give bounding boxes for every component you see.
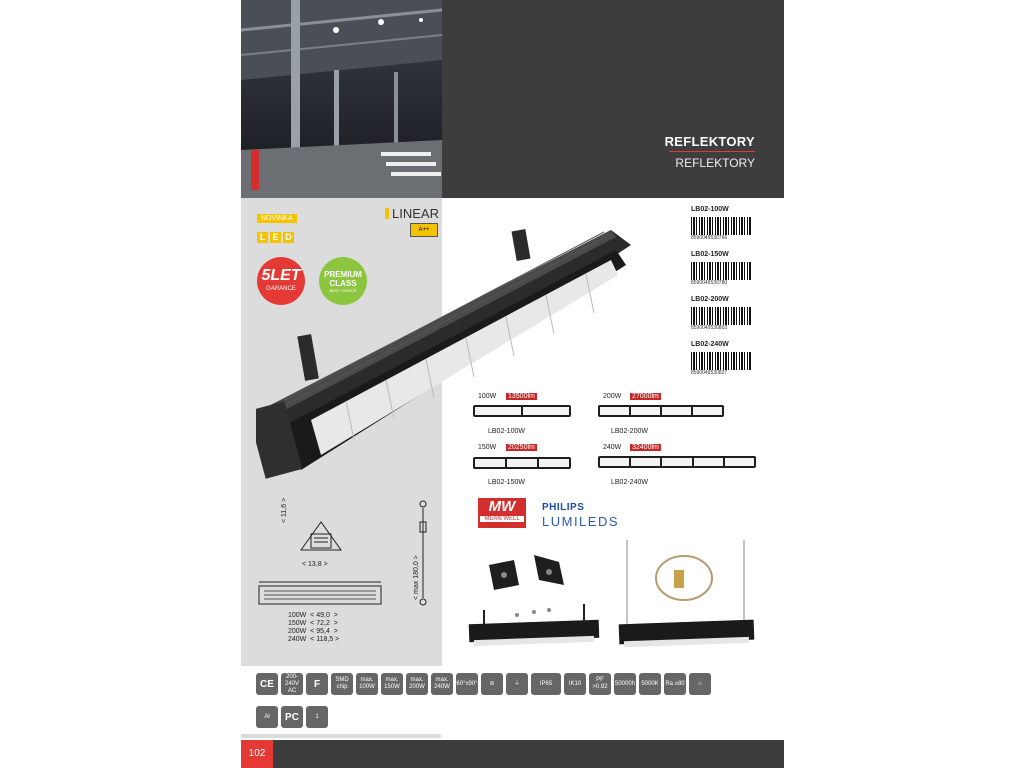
variant-lamp-200w: [598, 405, 724, 417]
novinka-badge: NOVINKA: [257, 214, 297, 223]
led-letter: E: [270, 232, 281, 243]
ce-icon: CE: [256, 673, 278, 695]
barcode-block: [691, 341, 751, 376]
led-letter: D: [283, 232, 294, 243]
feature-icons: [256, 673, 776, 695]
pc-icon: PC: [281, 706, 303, 728]
dim-row: 150W < 72,2 >: [288, 620, 338, 627]
max-100w-icon: max. 100W: [356, 673, 378, 695]
voltage-icon: 200-240V AC: [281, 673, 303, 695]
product-image: [256, 215, 636, 495]
variant-code: LB02-150W: [488, 479, 525, 486]
aluminium-icon: Al: [256, 706, 278, 728]
page-number: 102: [241, 740, 273, 768]
barcode-image: [691, 352, 751, 370]
variant-lamp-150w: [473, 457, 571, 469]
max-240w-icon: max. 240W: [431, 673, 453, 695]
f-mark-icon: F: [306, 673, 328, 695]
variant-power: 150W: [478, 444, 497, 451]
accessories-image: [459, 540, 764, 665]
max-150w-icon: max. 150W: [381, 673, 403, 695]
dim-hang: < max 180,0 >: [413, 555, 420, 600]
page-title: REFLEKTORY: [664, 134, 755, 149]
hero-photo: [241, 0, 442, 198]
header-panel: [442, 0, 784, 198]
ip65-icon: IP65: [531, 673, 561, 695]
variant-code: LB02-100W: [488, 428, 525, 435]
dim-row: 240W < 118,5 >: [288, 636, 340, 643]
philips-logo: PHILIPS: [542, 502, 585, 513]
variant-lamp-240w: [598, 456, 756, 468]
page-subtitle: REFLEKTORY: [675, 156, 755, 170]
variant-code: LB02-200W: [611, 428, 648, 435]
variant-lamp-100w: [473, 405, 571, 417]
led-letter: L: [257, 232, 268, 243]
color-temp-icon: 5000K: [639, 673, 661, 695]
brand-name: LINEAR: [392, 206, 439, 221]
variant-lumen: 13500lm: [508, 393, 535, 400]
barcode-ean: 8590049530780: [691, 280, 728, 286]
variant-lumen: 20250lm: [508, 444, 535, 451]
meanwell-mark: MW: [488, 498, 516, 515]
cross-section-drawing: [296, 520, 346, 558]
variant-power: 200W: [603, 393, 622, 400]
barcode-ean: 8590049530803: [691, 325, 728, 331]
max-200w-icon: max. 200W: [406, 673, 428, 695]
barcode-image: [691, 307, 751, 325]
footer-bar: [241, 740, 784, 768]
barcode-code: LB02-100W: [691, 206, 729, 213]
ik10-icon: IK10: [564, 673, 586, 695]
barcode-image: [691, 217, 751, 235]
outdoor-icon: ⌂: [689, 673, 711, 695]
no-dim-icon: ⊘: [481, 673, 503, 695]
lumileds-logo: LUMILEDS: [542, 514, 620, 529]
meanwell-logo: [478, 498, 526, 528]
variant-lumen: 27000lm: [632, 393, 659, 400]
material-icons: [256, 706, 328, 728]
variant-power: 240W: [603, 444, 622, 451]
box-icon: 1: [306, 706, 328, 728]
meanwell-name: MEAN WELL: [480, 516, 524, 522]
barcode-ean: 8590049530827: [691, 370, 728, 376]
title-underline: [669, 151, 755, 152]
warranty-years: 5LET: [261, 267, 301, 284]
footer-separator: [241, 734, 441, 738]
barcode-code: LB02-240W: [691, 341, 729, 348]
variant-code: LB02-240W: [611, 479, 648, 486]
catalog-page: [241, 0, 784, 768]
ground-icon: ⏚: [506, 673, 528, 695]
barcode-ean: 8590049530766: [691, 235, 728, 241]
variant-lumen: 32400lm: [632, 444, 659, 451]
barcode-code: LB02-150W: [691, 251, 729, 258]
dimension-table: [288, 612, 339, 644]
side-view-drawing: [256, 578, 386, 610]
ra-icon: Ra ≥80: [664, 673, 686, 695]
dim-row: 100W < 49,0 >: [288, 612, 338, 619]
premium-class: CLASS: [329, 279, 357, 288]
barcode-block: [691, 296, 751, 331]
barcode-block: [691, 251, 751, 286]
pf-icon: PF >0.92: [589, 673, 611, 695]
hanging-cable-drawing: [415, 498, 431, 610]
energy-label: A++: [410, 223, 438, 237]
parking-photo-image: [241, 0, 442, 198]
warranty-label: GARANCE: [266, 286, 296, 292]
dim-width: < 13,8 >: [302, 561, 328, 568]
smd-chip-icon: SMD chip: [331, 673, 353, 695]
premium-tagline: BEST CHOICE: [329, 288, 357, 293]
barcode-block: [691, 206, 751, 241]
premium-label: PREMIUM: [324, 270, 362, 279]
barcode-image: [691, 262, 751, 280]
beam-angle-icon: 60°x90°: [456, 673, 478, 695]
barcode-code: LB02-200W: [691, 296, 729, 303]
dim-height: < 11,6 >: [281, 497, 288, 523]
dim-row: 200W < 95,4 >: [288, 628, 338, 635]
lifetime-icon: 50000h: [614, 673, 636, 695]
variant-power: 100W: [478, 393, 497, 400]
